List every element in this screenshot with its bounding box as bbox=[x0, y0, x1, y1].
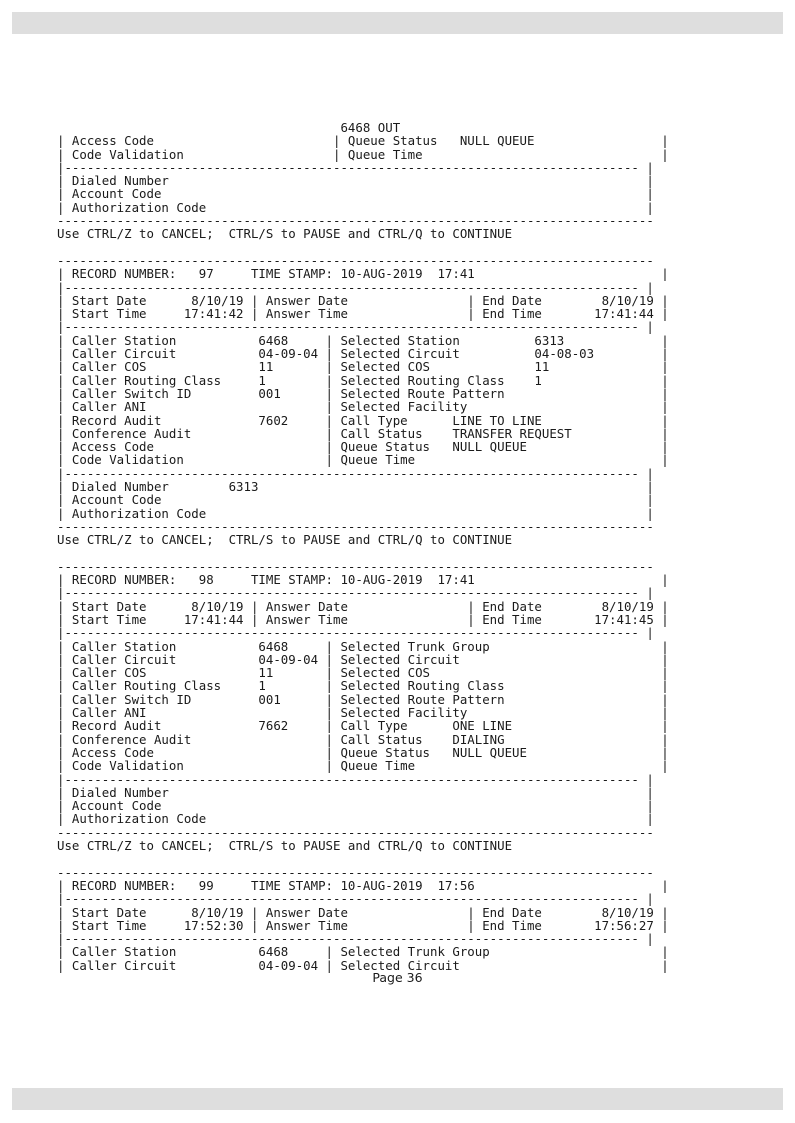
report-line: 6468 OUT bbox=[57, 120, 401, 135]
report-line: | Code Validation | Queue Time | bbox=[57, 452, 669, 468]
report-line: | Access Code | Queue Status NULL QUEUE | bbox=[57, 744, 669, 760]
report-line: |----------------------------------------------------------------------------- | bbox=[57, 585, 654, 601]
report-line: | Conference Audit | Call Status DIALING | bbox=[57, 731, 669, 747]
report-line: | Caller Station 6468 | Selected Station 6313 | bbox=[57, 332, 669, 348]
page-number: Page 36 bbox=[372, 970, 423, 985]
report-line: | Access Code | Queue Status NULL QUEUE | bbox=[57, 133, 669, 149]
report-line: | Caller Routing Class 1 | Selected Routing Class | bbox=[57, 678, 669, 694]
report-text bbox=[57, 121, 669, 972]
report-line: | Code Validation | Queue Time | bbox=[57, 146, 669, 162]
report-line: | Caller Circuit 04-09-04 | Selected Circuit 04-08-03 | bbox=[57, 346, 669, 362]
report-line: |----------------------------------------------------------------------------- | bbox=[57, 159, 654, 175]
report-line: | Start Time 17:52:30 | Answer Time | End Time 17:56:27 | bbox=[57, 917, 669, 933]
report-line: | Caller COS 11 | Selected COS 11 | bbox=[57, 359, 669, 375]
report-line: | Start Time 17:41:44 | Answer Time | End Time 17:41:45 | bbox=[57, 611, 669, 627]
report-line: |----------------------------------------------------------------------------- | bbox=[57, 279, 654, 295]
report-line bbox=[57, 547, 669, 560]
report-line: | Authorization Code | bbox=[57, 199, 654, 215]
report-line: | Authorization Code | bbox=[57, 811, 654, 827]
report-line: |----------------------------------------------------------------------------- | bbox=[57, 891, 654, 907]
report-line: |----------------------------------------------------------------------------- | bbox=[57, 465, 654, 481]
report-line: | Start Time 17:41:42 | Answer Time | End Time 17:41:44 | bbox=[57, 306, 669, 322]
report-line: | RECORD NUMBER: 99 TIME STAMP: 10-AUG-2019 17:56 | bbox=[57, 877, 669, 893]
report-line: | RECORD NUMBER: 97 TIME STAMP: 10-AUG-2019 17:41 | bbox=[57, 266, 669, 282]
report-line: |----------------------------------------------------------------------------- | bbox=[57, 319, 654, 335]
report-line: | Start Date 8/10/19 | Answer Date | End Date 8/10/19 | bbox=[57, 292, 669, 308]
report-line: -------------------------------------------------------------------------------- bbox=[57, 252, 654, 268]
report-line: | Conference Audit | Call Status TRANSFER REQUEST | bbox=[57, 425, 669, 441]
report-line: | Caller Routing Class 1 | Selected Routing Class 1 | bbox=[57, 372, 669, 388]
report-line: -------------------------------------------------------------------------------- bbox=[57, 824, 654, 840]
report-line: | Dialed Number 6313 | bbox=[57, 479, 654, 495]
report-line: | Caller Station 6468 | Selected Trunk Group | bbox=[57, 944, 669, 960]
report-line: | Caller Switch ID 001 | Selected Route Pattern | bbox=[57, 385, 669, 401]
report-line: |----------------------------------------------------------------------------- | bbox=[57, 625, 654, 641]
report-line: -------------------------------------------------------------------------------- bbox=[57, 558, 654, 574]
report-line: | Record Audit 7662 | Call Type ONE LINE | bbox=[57, 718, 669, 734]
report-line: -------------------------------------------------------------------------------- bbox=[57, 518, 654, 534]
report-line: | Start Date 8/10/19 | Answer Date | End Date 8/10/19 | bbox=[57, 598, 669, 614]
report-line: | Access Code | Queue Status NULL QUEUE | bbox=[57, 439, 669, 455]
report-line: Use CTRL/Z to CANCEL; CTRL/S to PAUSE and CTRL/Q to CONTINUE bbox=[57, 838, 513, 854]
report-line: |----------------------------------------------------------------------------- | bbox=[57, 771, 654, 787]
report-line: Use CTRL/Z to CANCEL; CTRL/S to PAUSE and CTRL/Q to CONTINUE bbox=[57, 532, 513, 548]
report-line bbox=[57, 852, 669, 865]
report-line: | Record Audit 7602 | Call Type LINE TO LINE | bbox=[57, 412, 669, 428]
report-line: | Authorization Code | bbox=[57, 505, 654, 521]
report-line: | Account Code | bbox=[57, 798, 654, 814]
report-line: | Dialed Number | bbox=[57, 784, 654, 800]
report-line: | Caller ANI | Selected Facility | bbox=[57, 399, 669, 415]
report-line: -------------------------------------------------------------------------------- bbox=[57, 864, 654, 880]
report-line: | Caller Switch ID 001 | Selected Route Pattern | bbox=[57, 691, 669, 707]
report-line: |----------------------------------------------------------------------------- | bbox=[57, 931, 654, 947]
report-line: | Dialed Number | bbox=[57, 173, 654, 189]
report-line: | Caller Circuit 04-09-04 | Selected Circuit | bbox=[57, 651, 669, 667]
report-line: | Caller ANI | Selected Facility | bbox=[57, 705, 669, 721]
report-line: | Caller COS 11 | Selected COS | bbox=[57, 665, 669, 681]
scan-bottom-band bbox=[12, 1088, 783, 1110]
report-line: | Caller Station 6468 | Selected Trunk Group | bbox=[57, 638, 669, 654]
report-line: | Start Date 8/10/19 | Answer Date | End Date 8/10/19 | bbox=[57, 904, 669, 920]
report-line: | Code Validation | Queue Time | bbox=[57, 758, 669, 774]
report-line: Use CTRL/Z to CANCEL; CTRL/S to PAUSE and CTRL/Q to CONTINUE bbox=[57, 226, 513, 242]
report-line: -------------------------------------------------------------------------------- bbox=[57, 213, 654, 229]
report-line bbox=[57, 241, 669, 254]
report-line: | Account Code | bbox=[57, 186, 654, 202]
report-line: | Account Code | bbox=[57, 492, 654, 508]
report-line: | RECORD NUMBER: 98 TIME STAMP: 10-AUG-2019 17:41 | bbox=[57, 572, 669, 588]
report-line: | Caller Circuit 04-09-04 | Selected Circuit | bbox=[57, 957, 669, 973]
